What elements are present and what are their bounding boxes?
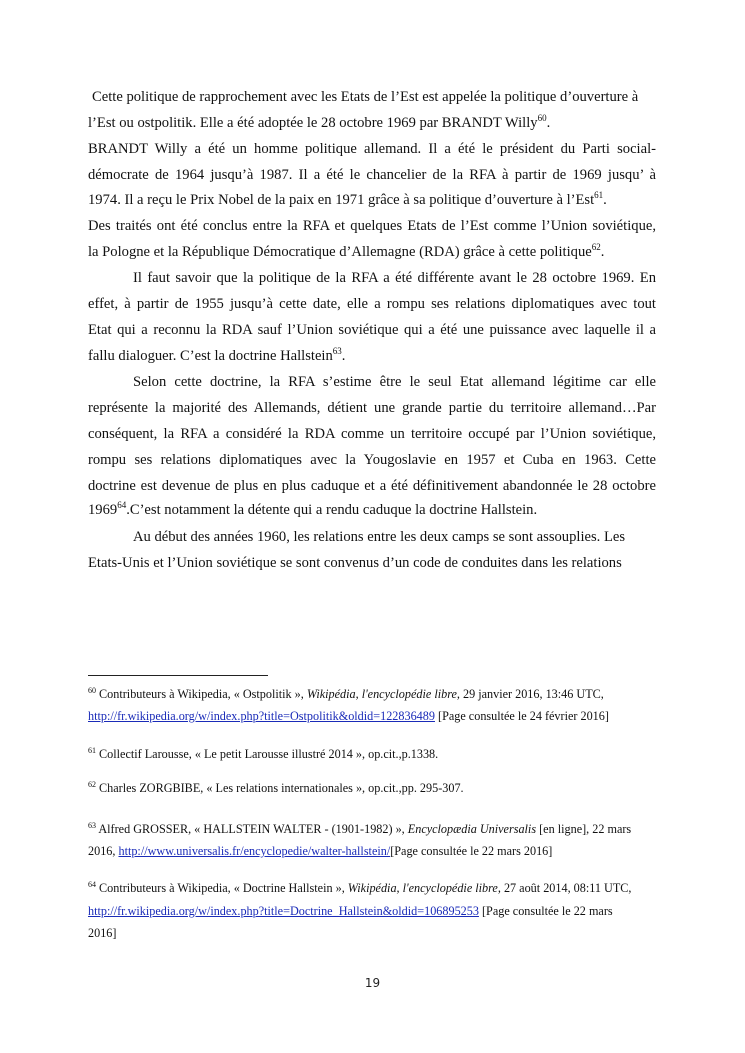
footnote-64-line3: 2016] xyxy=(88,926,117,940)
footnote-link[interactable]: http://fr.wikipedia.org/w/index.php?title=Doctrine_Hallstein&oldid=106895253 xyxy=(88,904,479,918)
text-line: l’Est ou ostpolitik. Elle a été adoptée le 28 octobre 1969 par BRANDT Willy$^{60}$. xyxy=(88,113,551,131)
text-line: Selon cette doctrine, la RFA s’estime être le seul Etat allemand légitime car elle xyxy=(133,374,656,390)
page-number: 19 xyxy=(364,976,381,990)
text-line: Etat qui a reconnu la RDA sauf l’Union soviétique qui a été une puissance avec laquelle il a xyxy=(88,322,656,338)
footnote-ref[interactable]: 64 xyxy=(117,500,127,510)
footnote-link[interactable]: http://fr.wikipedia.org/w/index.php?title=Ostpolitik&oldid=122836489 xyxy=(88,709,435,723)
text-line: représente la majorité des Allemands, détient une grande partie du territoire allemand…Par xyxy=(88,400,656,416)
text-line: rompu ses relations diplomatiques avec la Yougoslavie en 1957 et Cuba en 1963. Cette xyxy=(88,452,656,468)
text-line: BRANDT Willy a été un homme politique allemand. Il a été le président du Parti social- xyxy=(88,141,656,157)
footnote-64-line2: http://fr.wikipedia.org/w/index.php?title=Doctrine_Hallstein&oldid=106895253 [Page consultée le 22 mars xyxy=(88,904,613,918)
text-line: conséquent, la RFA a considéré la RDA comme un territoire occupé par l’Union soviétique, xyxy=(88,426,656,442)
text-line: doctrine est devenue de plus en plus caduque et a été définitivement abandonnée le 28 octobre xyxy=(88,478,656,494)
text-line: Cette politique de rapprochement avec les Etats de l’Est est appelée la politique d’ouverture à xyxy=(92,89,639,105)
footnote-ref[interactable]: 63 xyxy=(332,346,342,356)
text-line: Il faut savoir que la politique de la RFA a été différente avant le 28 octobre 1969. En xyxy=(133,270,656,286)
text-line: fallu dialoguer. C’est la doctrine Hallstein$^{63}$. xyxy=(88,346,346,364)
text-line: 1974. Il a reçu le Prix Nobel de la paix en 1971 grâce à sa politique d’ouverture à l’Est$^{61}$. xyxy=(88,190,607,208)
footnote-ref[interactable]: 60 xyxy=(537,113,547,123)
footnote-ref[interactable]: 61 xyxy=(594,190,604,200)
footnote-ref[interactable]: 62 xyxy=(591,242,601,252)
footnote-60: $^{60}$ Contributeurs à Wikipedia, « Ostpolitik », Wikipédia, l'encyclopédie libre, 29 janvier 2016, 13:46 UTC, xyxy=(88,686,604,701)
footnote-61: $^{61}$ Collectif Larousse, « Le petit Larousse illustré 2014 », op.cit.,p.1338. xyxy=(88,746,439,761)
footnote-64: $^{64}$ Contributeurs à Wikipedia, « Doctrine Hallstein », Wikipédia, l'encyclopédie libre, 27 août 2014, 08:11 UTC, xyxy=(88,880,632,895)
footnote-63: $^{63}$ Alfred GROSSER, « HALLSTEIN WALTER - (1901-1982) », Encyclopædia Universalis [en ligne], 22 mars xyxy=(88,821,632,836)
text-line: 1969$^{64}$.C’est notamment la détente qui a rendu caduque la doctrine Hallstein. xyxy=(88,500,538,518)
footnote-62: $^{62}$ Charles ZORGBIBE, « Les relations internationales », op.cit.,pp. 295-307. xyxy=(88,780,464,795)
footnote-separator xyxy=(88,675,268,676)
text-line: effet, à partir de 1955 jusqu’à cette date, elle a rompu ses relations diplomatiques avec tout xyxy=(88,296,656,312)
text-line: la Pologne et la République Démocratique d’Allemagne (RDA) grâce à cette politique$^{62}$. xyxy=(88,242,605,260)
text-line: Au début des années 1960, les relations entre les deux camps se sont assouplies. Les xyxy=(133,529,626,545)
text-line: démocrate de 1964 jusqu’à 1987. Il a été le chancelier de la RFA à partir de 1969 jusqu’ à xyxy=(88,167,656,183)
text-line: Etats-Unis et l’Union soviétique se sont convenus d’un code de conduites dans les relations xyxy=(88,555,622,571)
text-line: Des traités ont été conclus entre la RFA et quelques Etats de l’Est comme l’Union soviétique, xyxy=(88,218,656,234)
footnote-60-line2: http://fr.wikipedia.org/w/index.php?title=Ostpolitik&oldid=122836489 [Page consultée le 24 février 2016] xyxy=(88,709,609,723)
footnote-link[interactable]: http://www.universalis.fr/encyclopedie/walter-hallstein/ xyxy=(118,844,391,858)
footnote-63-line2: 2016, http://www.universalis.fr/encyclopedie/walter-hallstein/[Page consultée le 22 mars 2016] xyxy=(88,844,553,858)
